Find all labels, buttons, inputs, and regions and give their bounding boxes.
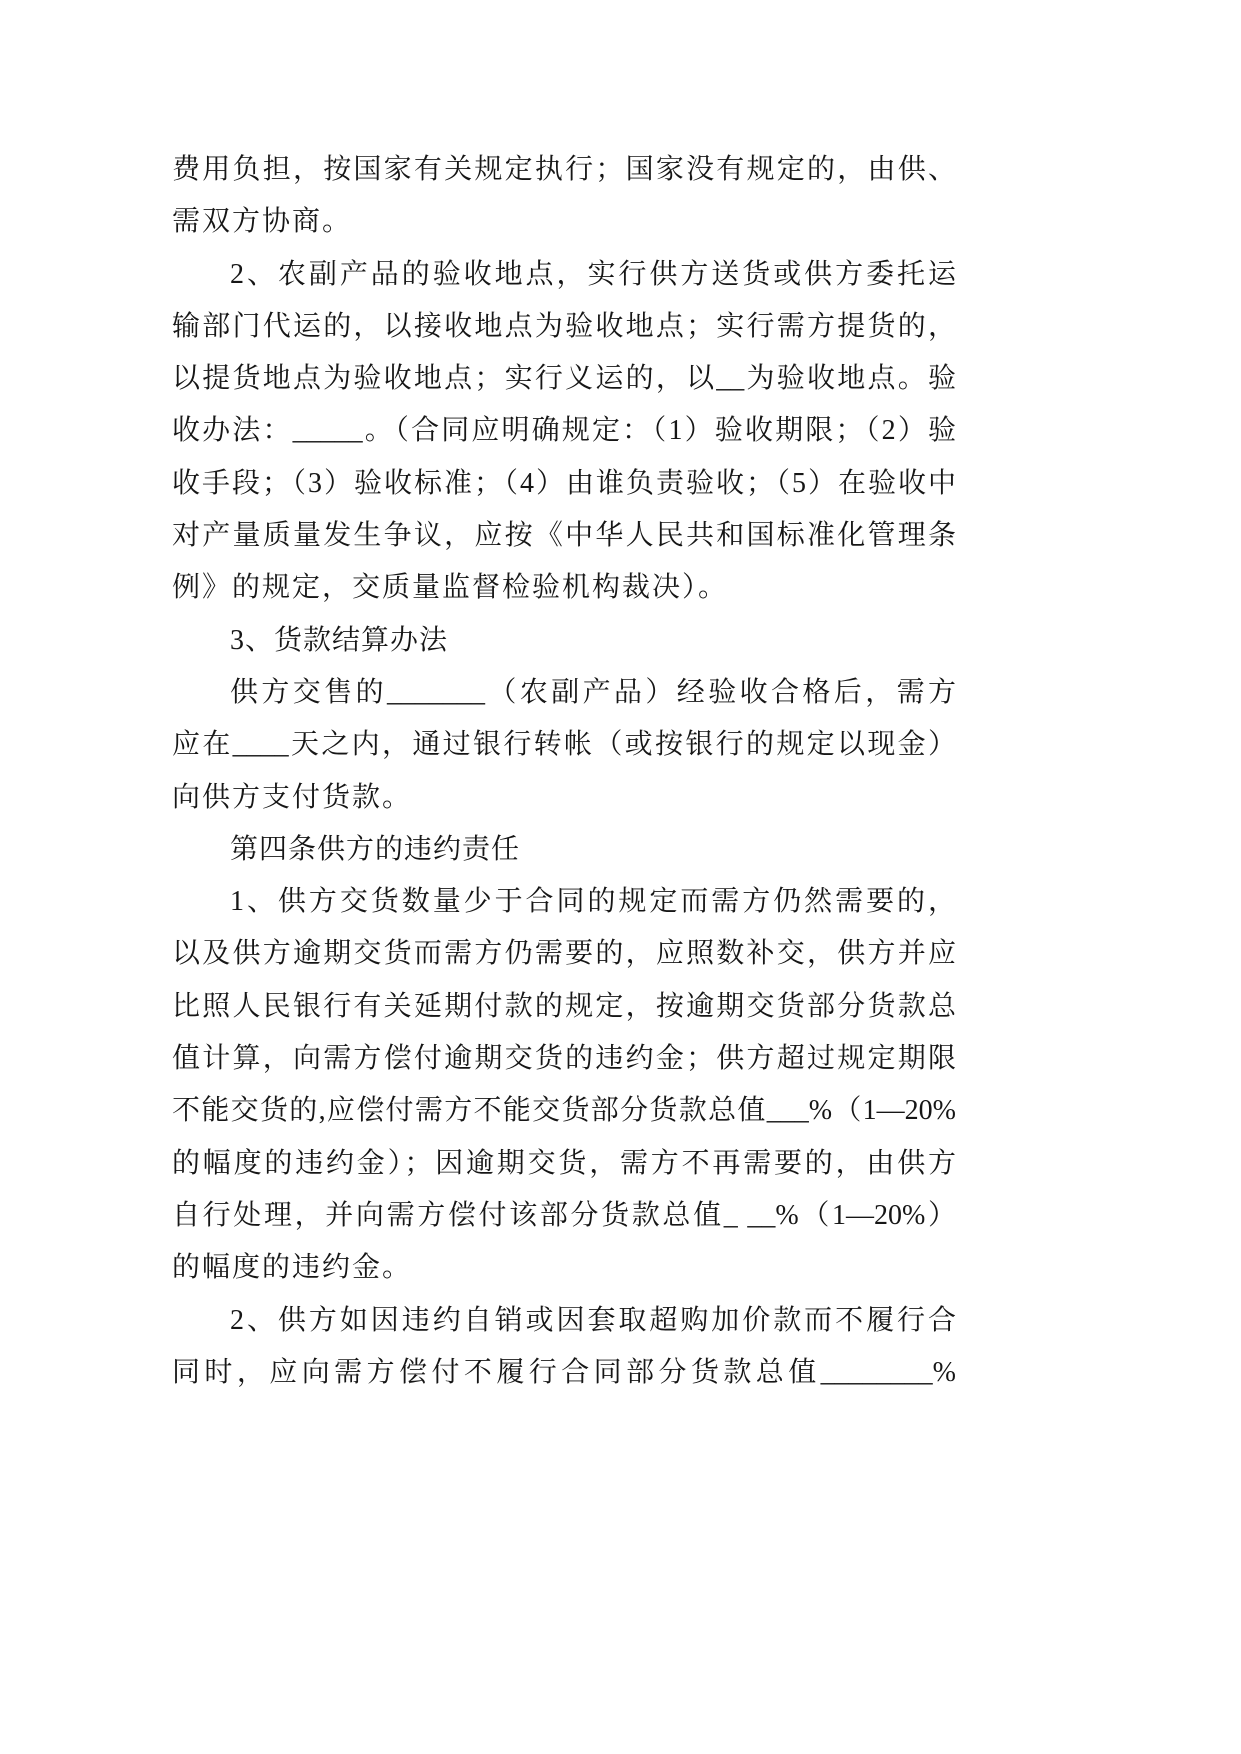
paragraph-acceptance-location	[172, 249, 956, 615]
text-line: 1、供方交货数量少于合同的规定而需方仍然需要的，	[230, 886, 956, 918]
text-line: 向供方支付货款。	[172, 781, 413, 813]
text-line: 以提货地点为验收地点；实行义运的，以__为验收地点。验	[172, 363, 956, 395]
text-line: 2、供方如因违约自销或因套取超购加价款而不履行合	[230, 1304, 956, 1336]
text-line: 同时，应向需方偿付不履行合同部分货款总值________%	[172, 1356, 956, 1388]
text-line: 比照人民银行有关延期付款的规定，按逾期交货部分货款总	[172, 990, 956, 1022]
section-heading-payment	[172, 615, 956, 667]
paragraph-fee-burden	[172, 144, 956, 249]
text-line: 需双方协商。	[172, 206, 353, 238]
article-heading-supplier-liability	[172, 824, 956, 876]
paragraph-payment-terms	[172, 667, 956, 824]
text-line: 的幅度的违约金）；因逾期交货，需方不再需要的，由供方	[172, 1147, 956, 1179]
text-line: 对产量质量发生争议，应按《中华人民共和国标准化管理条	[172, 520, 956, 552]
text-line: 的幅度的违约金。	[172, 1252, 413, 1284]
text-line: 收手段；（3）验收标准；（4）由谁负责验收；（5）在验收中	[172, 467, 956, 499]
article-heading: 第四条供方的违约责任	[230, 833, 521, 865]
document-body	[172, 144, 956, 1399]
text-line: 不能交货的,应偿付需方不能交货部分货款总值___%（1—20%	[172, 1095, 956, 1127]
text-line: 供方交售的_______（农副产品）经验收合格后，需方	[230, 676, 956, 708]
paragraph-breach-self-sale	[172, 1295, 956, 1400]
text-line: 费用负担，按国家有关规定执行；国家没有规定的，由供、	[172, 154, 956, 185]
text-line: 自行处理，并向需方偿付该部分货款总值_ __%（1—20%）	[172, 1199, 956, 1231]
text-line: 值计算，向需方偿付逾期交货的违约金；供方超过规定期限	[172, 1043, 956, 1075]
text-line: 收办法：_____。（合同应明确规定：（1）验收期限；（2）验	[172, 415, 956, 447]
text-line: 例》的规定，交质量监督检验机构裁决）。	[172, 572, 729, 604]
paragraph-quantity-shortfall	[172, 876, 956, 1294]
text-line: 输部门代运的，以接收地点为验收地点；实行需方提货的，	[172, 310, 956, 342]
text-line: 2、农副产品的验收地点，实行供方送货或供方委托运	[230, 258, 956, 290]
section-heading: 3、货款结算办法	[230, 624, 449, 656]
text-line: 以及供方逾期交货而需方仍需要的，应照数补交，供方并应	[172, 938, 956, 970]
text-line: 应在____天之内，通过银行转帐（或按银行的规定以现金）	[172, 729, 956, 761]
